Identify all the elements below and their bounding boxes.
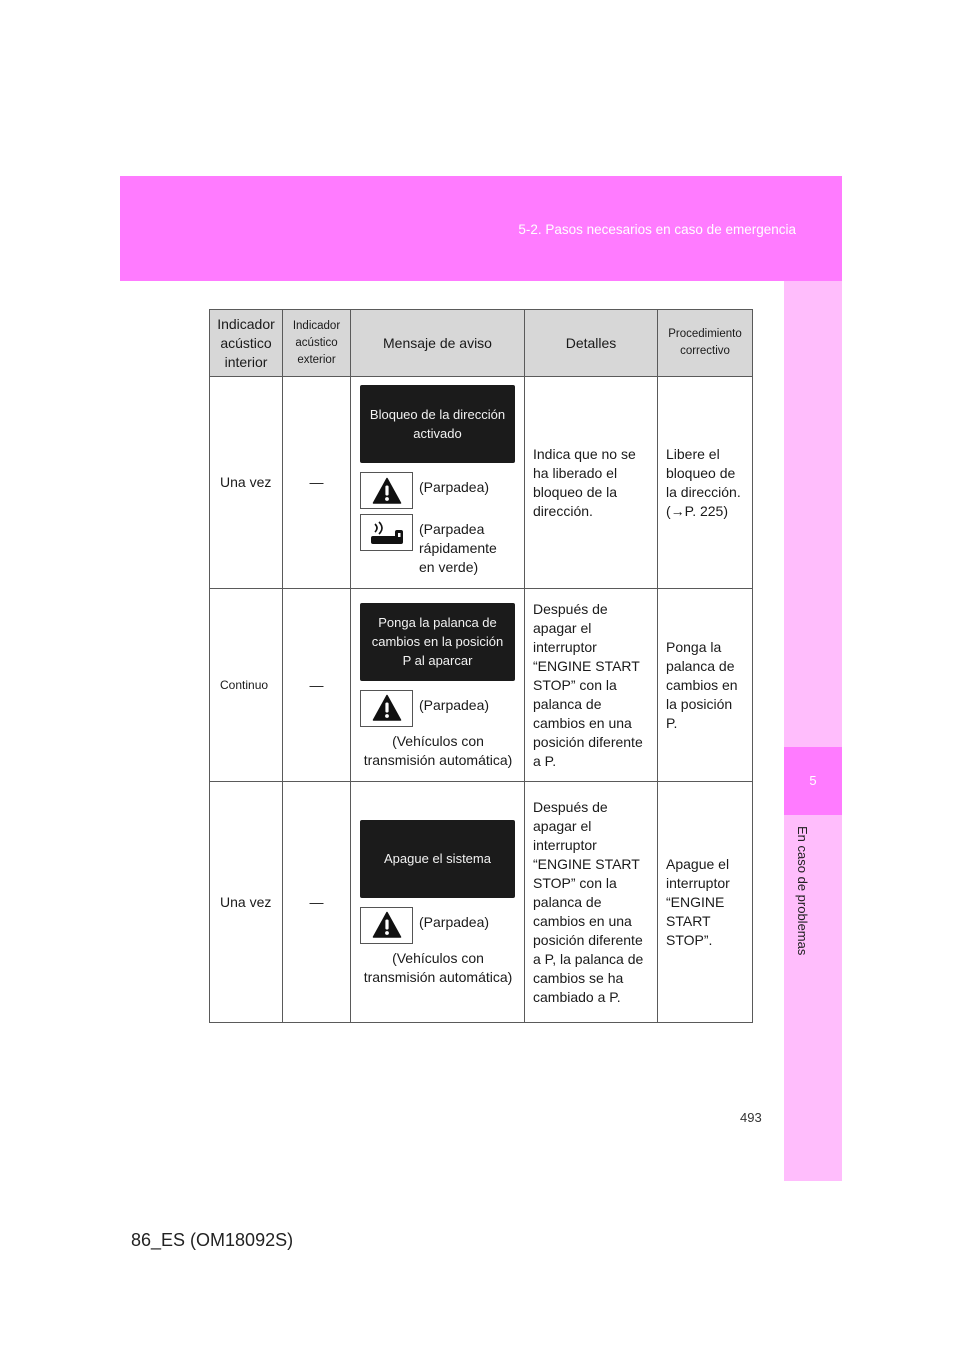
table-row xyxy=(210,589,753,782)
smart-key-indicator-icon xyxy=(360,514,413,551)
procedure-cell: Libere el bloqueo de la dirección. (→P. 225) xyxy=(658,377,753,589)
indicator-label: (Parpadea) xyxy=(419,913,490,930)
header-exterior: Indicador acústico exterior xyxy=(283,310,351,377)
indicator-label: (Parpadea) xyxy=(419,696,490,713)
message-cell xyxy=(351,589,525,782)
table-header-row xyxy=(210,310,753,377)
indicator-label: (Parpadea) xyxy=(419,479,490,495)
procedure-cell: Ponga la palanca de cambios en la posición P. xyxy=(658,589,753,782)
section-title: 5-2. Pasos necesarios en caso de emergencia xyxy=(518,222,796,237)
procedure-cell: Apague el interruptor “ENGINE START STOP”. xyxy=(658,782,753,1023)
interior-cell: Una vez xyxy=(210,377,283,589)
table-row xyxy=(210,782,753,1023)
exterior-cell: — xyxy=(283,782,351,1023)
exterior-cell: — xyxy=(283,589,351,782)
details-cell: Indica que no se ha liberado el bloqueo de la dirección. xyxy=(525,377,658,589)
display-screen: Apague el sistema xyxy=(360,820,515,898)
vehicle-note: (Vehículos con transmisión automática) xyxy=(363,732,513,768)
header-details: Detalles xyxy=(525,310,658,377)
message-cell xyxy=(351,377,525,589)
header-procedure: Procedimiento correctivo xyxy=(658,310,753,377)
vehicle-note: (Vehículos con transmisión automática) xyxy=(363,949,513,985)
warning-table xyxy=(209,309,753,1023)
chapter-number-tab: 5 xyxy=(784,747,842,815)
warning-triangle-icon xyxy=(360,907,413,944)
warning-triangle-icon xyxy=(360,472,413,509)
indicator-label: (Parpadea rápidamente en verde) xyxy=(419,521,497,575)
details-cell: Después de apagar el interruptor “ENGINE START STOP” con la palanca de cambios en una posición diferente a P. xyxy=(525,589,658,782)
interior-cell: Una vez xyxy=(210,782,283,1023)
interior-cell: Continuo xyxy=(210,589,283,782)
warning-triangle-icon xyxy=(360,690,413,727)
header-interior: Indicador acústico interior xyxy=(210,310,283,377)
chapter-label: En caso de problemas xyxy=(795,826,810,956)
display-screen: Ponga la palanca de cambios en la posición P al aparcar xyxy=(360,603,515,681)
header-band xyxy=(120,176,842,281)
message-cell xyxy=(351,782,525,1023)
details-cell: Después de apagar el interruptor “ENGINE START STOP” con la palanca de cambios en una posición diferente a P, la palanca de cambios se ha cambiado a P. xyxy=(525,782,658,1023)
exterior-cell: — xyxy=(283,377,351,589)
display-screen: Bloqueo de la dirección activado xyxy=(360,385,515,463)
table-row xyxy=(210,377,753,589)
document-code: 86_ES (OM18092S) xyxy=(131,1230,294,1250)
side-strip xyxy=(784,281,842,1181)
page-number: 493 xyxy=(740,1110,762,1125)
header-message: Mensaje de aviso xyxy=(351,310,525,377)
